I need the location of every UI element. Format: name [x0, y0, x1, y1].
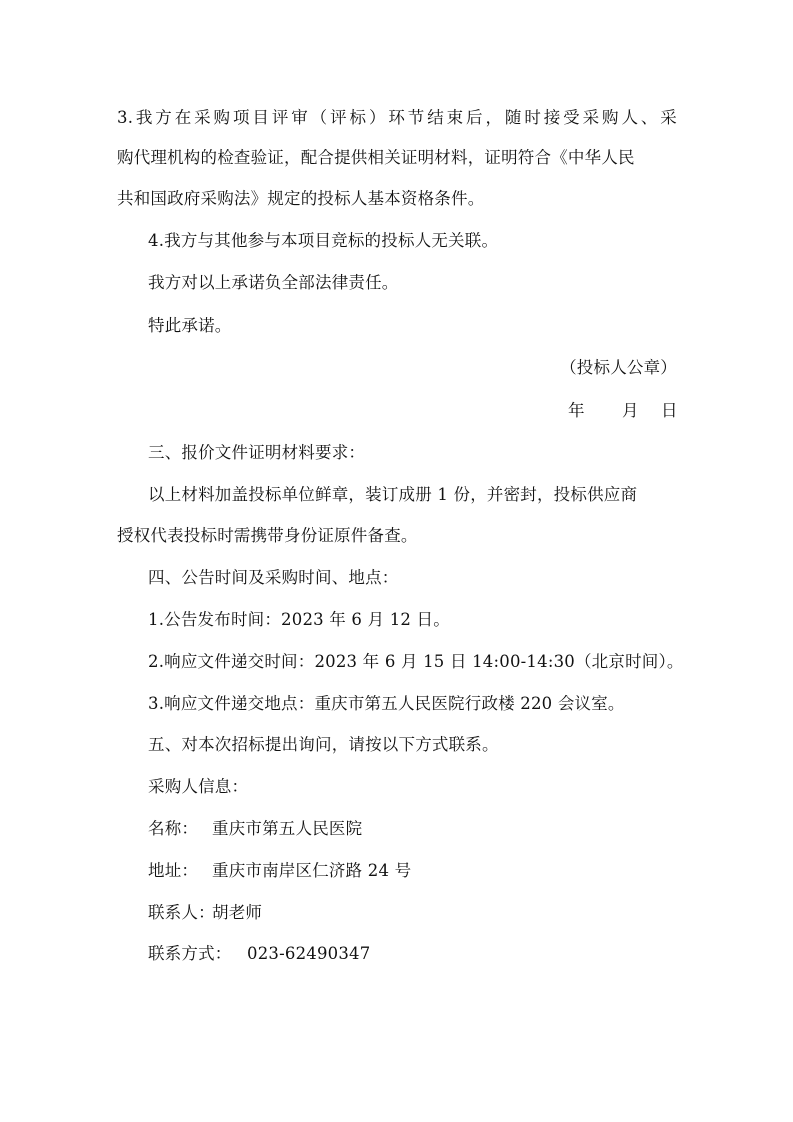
- commitment-item3-line1: 3.我方在采购项目评审（评标）环节结束后，随时接受采购人、采: [117, 108, 677, 127]
- submission-location: 3.响应文件递交地点：重庆市第五人民医院行政楼 220 会议室。: [148, 694, 625, 713]
- liability-statement: 我方对以上承诺负全部法律责任。: [148, 273, 399, 292]
- date-day-label: 日: [661, 401, 678, 420]
- section4-heading: 四、公告时间及采购时间、地点：: [148, 568, 399, 587]
- announcement-time: 1.公告发布时间：2023 年 6 月 12 日。: [148, 610, 450, 629]
- purchaser-info-heading: 采购人信息：: [148, 777, 249, 796]
- section3-para-line1: 以上材料加盖投标单位鲜章，装订成册 1 份，并密封，投标供应商: [148, 485, 638, 504]
- purchaser-name-value: 重庆市第五人民医院: [212, 819, 363, 838]
- purchaser-address-label: 地址：: [148, 861, 199, 880]
- purchaser-name-label: 名称：: [148, 819, 199, 838]
- seal-placeholder: （投标人公章）: [560, 358, 677, 377]
- date-year-label: 年: [568, 401, 585, 420]
- commitment-item3-line3: 共和国政府采购法》规定的投标人基本资格条件。: [117, 189, 485, 208]
- closing-statement: 特此承诺。: [148, 316, 232, 335]
- date-line: [540, 399, 680, 423]
- date-month-label: 月: [622, 401, 639, 420]
- section3-heading: 三、报价文件证明材料要求：: [148, 443, 366, 462]
- section3-para-line2: 授权代表投标时需携带身份证原件备查。: [117, 526, 418, 545]
- contact-phone-label: 联系方式：: [148, 944, 232, 963]
- purchaser-address-value: 重庆市南岸区仁济路 24 号: [212, 861, 412, 880]
- contact-phone-value: 023-62490347: [247, 944, 371, 963]
- contact-person-label: 联系人：: [148, 903, 215, 922]
- contact-person-value: 胡老师: [212, 903, 263, 922]
- section5-heading: 五、对本次招标提出询问，请按以下方式联系。: [148, 735, 499, 754]
- commitment-item3-line2: 购代理机构的检查验证，配合提供相关证明材料，证明符合《中华人民: [117, 148, 635, 167]
- commitment-item4: 4.我方与其他参与本项目竞标的投标人无关联。: [148, 231, 499, 250]
- submission-time: 2.响应文件递交时间：2023 年 6 月 15 日 14:00-14:30（北京时间）。: [148, 652, 684, 671]
